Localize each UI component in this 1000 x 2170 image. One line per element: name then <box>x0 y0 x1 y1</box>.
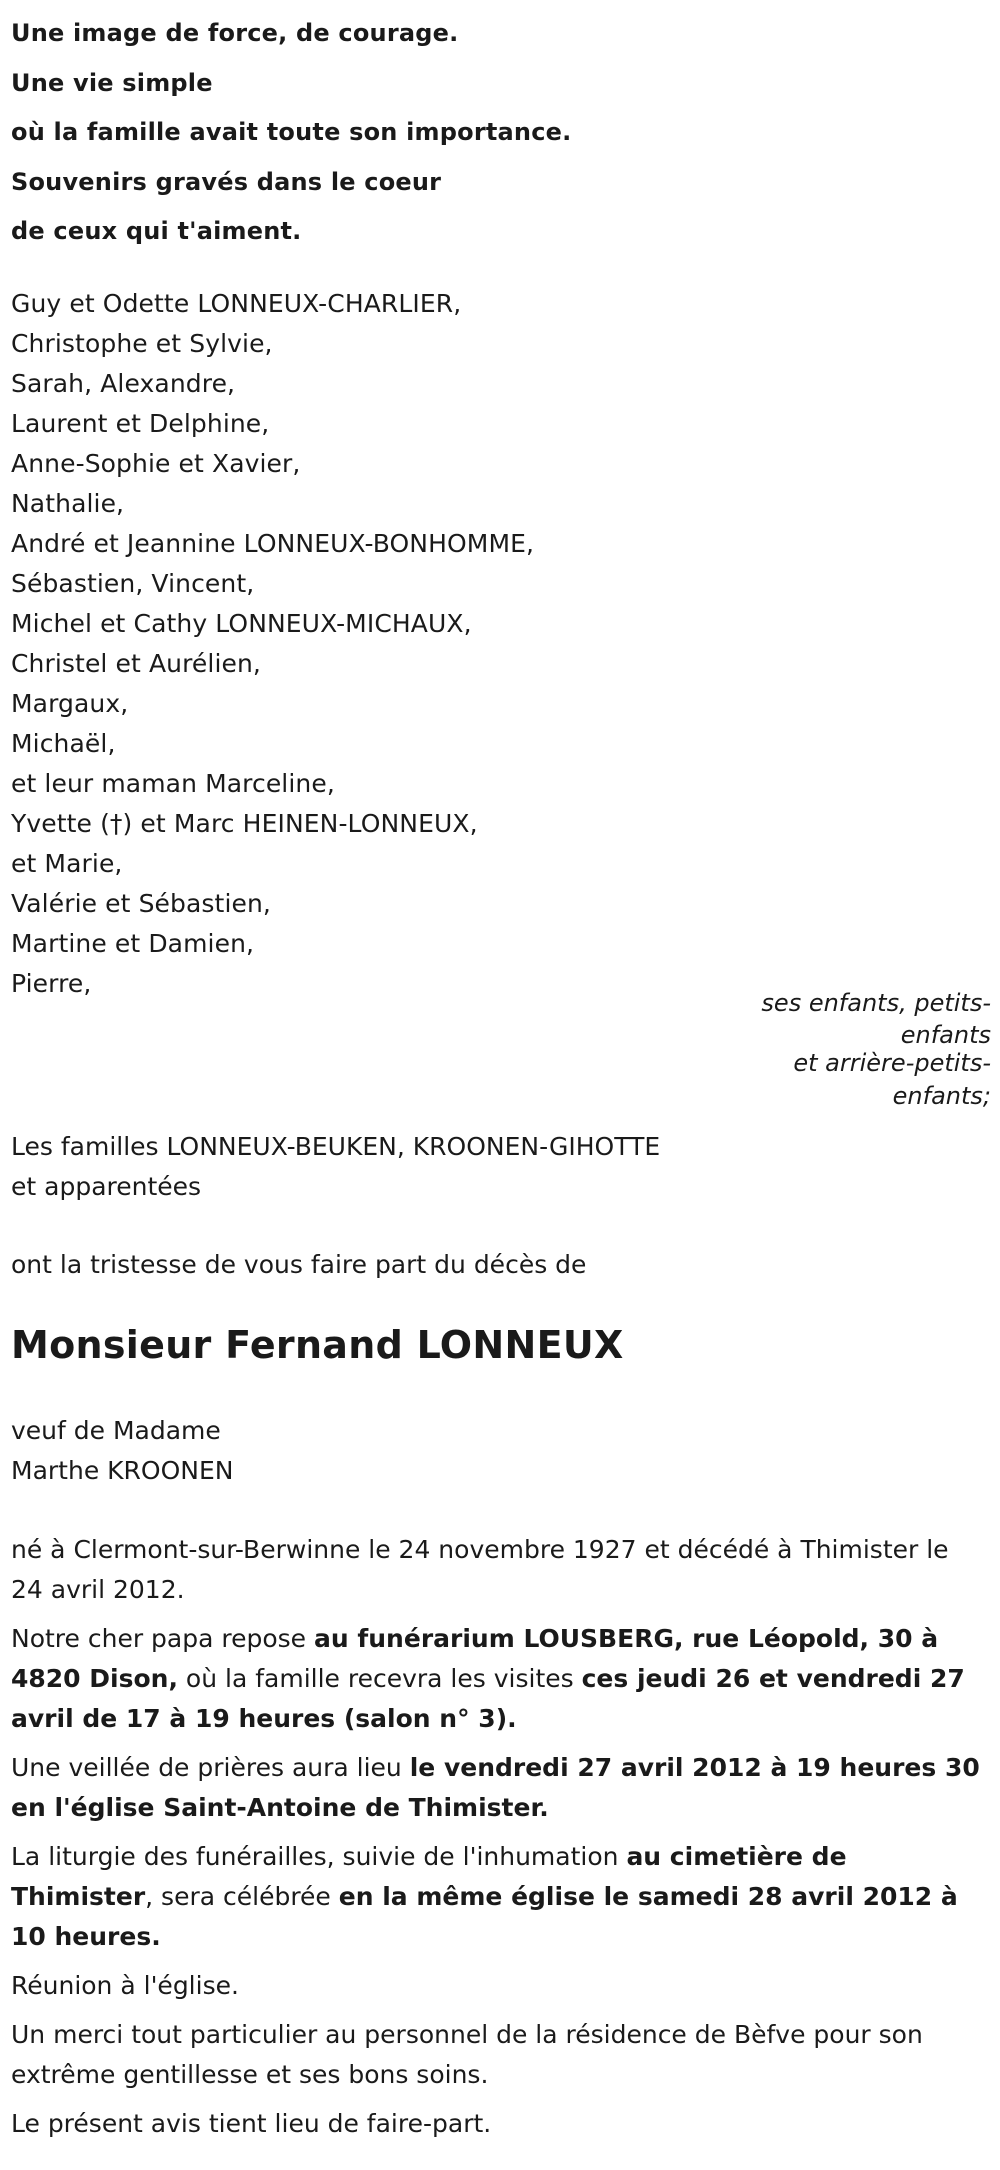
family-name-line: Nathalie, <box>11 488 125 518</box>
family-signature <box>691 985 991 1115</box>
family-names-list <box>11 284 991 1004</box>
widow-line: Marthe KROONEN <box>11 1456 234 1485</box>
vigil-text: Une veillée de prières aura lieu <box>11 1753 410 1782</box>
visiting-hours: ces jeudi 26 et vendredi 27 avril de 17 à 19 heures (salon n° 3). <box>11 1664 965 1733</box>
funerarium-text: où la famille recevra les visites <box>177 1664 582 1693</box>
family-name-line: Michaël, <box>11 728 116 758</box>
funerarium-text: Notre cher papa repose <box>11 1624 315 1653</box>
family-name-line: Christophe et Sylvie, <box>11 328 273 358</box>
deceased-name: Monsieur Fernand LONNEUX <box>11 1323 624 1367</box>
poem-line: Souvenirs gravés dans le coeur <box>11 167 442 196</box>
reunion-paragraph: Réunion à l'église. <box>11 1971 239 2000</box>
family-name-line: André et Jeannine LONNEUX-BONHOMME, <box>11 528 535 558</box>
liturgy-datetime: en la même église le samedi 28 avril 2012 à 10 heures. <box>11 1882 958 1951</box>
signature-line: enfants <box>900 1021 991 1049</box>
closing-paragraph: Le présent avis tient lieu de faire-part. <box>11 2109 492 2138</box>
family-name-line: Yvette (†) et Marc HEINEN-LONNEUX, <box>11 808 478 838</box>
vigil-datetime: le vendredi 27 avril 2012 à 19 heures 30 en l'église Saint-Antoine de Thimister. <box>11 1753 980 1822</box>
family-name-line: Sébastien, Vincent, <box>11 568 255 598</box>
family-name-line: Michel et Cathy LONNEUX-MICHAUX, <box>11 608 472 638</box>
announcement: ont la tristesse de vous faire part du décès de <box>11 1250 587 1279</box>
family-name-line: Laurent et Delphine, <box>11 408 270 438</box>
signature-line: ses enfants, petits- <box>761 989 991 1017</box>
families-line: et apparentées <box>11 1172 202 1201</box>
poem-line: Une image de force, de courage. <box>11 19 459 47</box>
family-name-line: Valérie et Sébastien, <box>11 888 271 918</box>
family-name-line: et Marie, <box>11 848 123 878</box>
thanks-paragraph: Un merci tout particulier au personnel de la résidence de Bèfve pour son extrême gentillesse et ses bons soins. <box>11 2020 923 2089</box>
birth-death-paragraph: né à Clermont-sur-Berwinne le 24 novembre 1927 et décédé à Thimister le 24 avril 2012. <box>11 1535 949 1604</box>
family-name-line: Anne-Sophie et Xavier, <box>11 448 301 478</box>
family-name-line: Sarah, Alexandre, <box>11 368 236 398</box>
family-name-line: Martine et Damien, <box>11 928 255 958</box>
signature-line: et arrière-petits- <box>793 1049 991 1077</box>
funerarium-location: au funérarium LOUSBERG, rue Léopold, 30 à 4820 Dison, <box>11 1624 939 1693</box>
notice-details <box>11 1530 986 2153</box>
family-name-line: Pierre, <box>11 968 92 998</box>
family-name-line: et leur maman Marceline, <box>11 768 335 798</box>
liturgy-text: La liturgie des funérailles, suivie de l'inhumation <box>11 1842 627 1871</box>
funerarium-paragraph <box>11 1619 986 1739</box>
poem-line: Une vie simple <box>11 68 213 97</box>
poem-line: où la famille avait toute son importance. <box>11 118 572 146</box>
widow-of <box>11 1411 233 1491</box>
obituary-notice <box>11 0 991 2138</box>
cemetery: au cimetière de Thimister <box>11 1842 847 1911</box>
vigil-paragraph <box>11 1748 986 1828</box>
family-name-line: Guy et Odette LONNEUX-CHARLIER, <box>11 288 462 318</box>
poem <box>11 9 991 257</box>
widow-line: veuf de Madame <box>11 1416 221 1445</box>
signature-line: enfants; <box>892 1082 991 1110</box>
family-name-line: Christel et Aurélien, <box>11 648 261 678</box>
liturgy-paragraph <box>11 1837 986 1957</box>
family-name-line: Margaux, <box>11 688 129 718</box>
families-line: Les familles LONNEUX-BEUKEN, KROONEN-GIHOTTE <box>11 1132 661 1161</box>
poem-line: de ceux qui t'aiment. <box>11 217 302 245</box>
liturgy-text: , sera célébrée <box>145 1882 339 1911</box>
related-families <box>11 1127 660 1207</box>
